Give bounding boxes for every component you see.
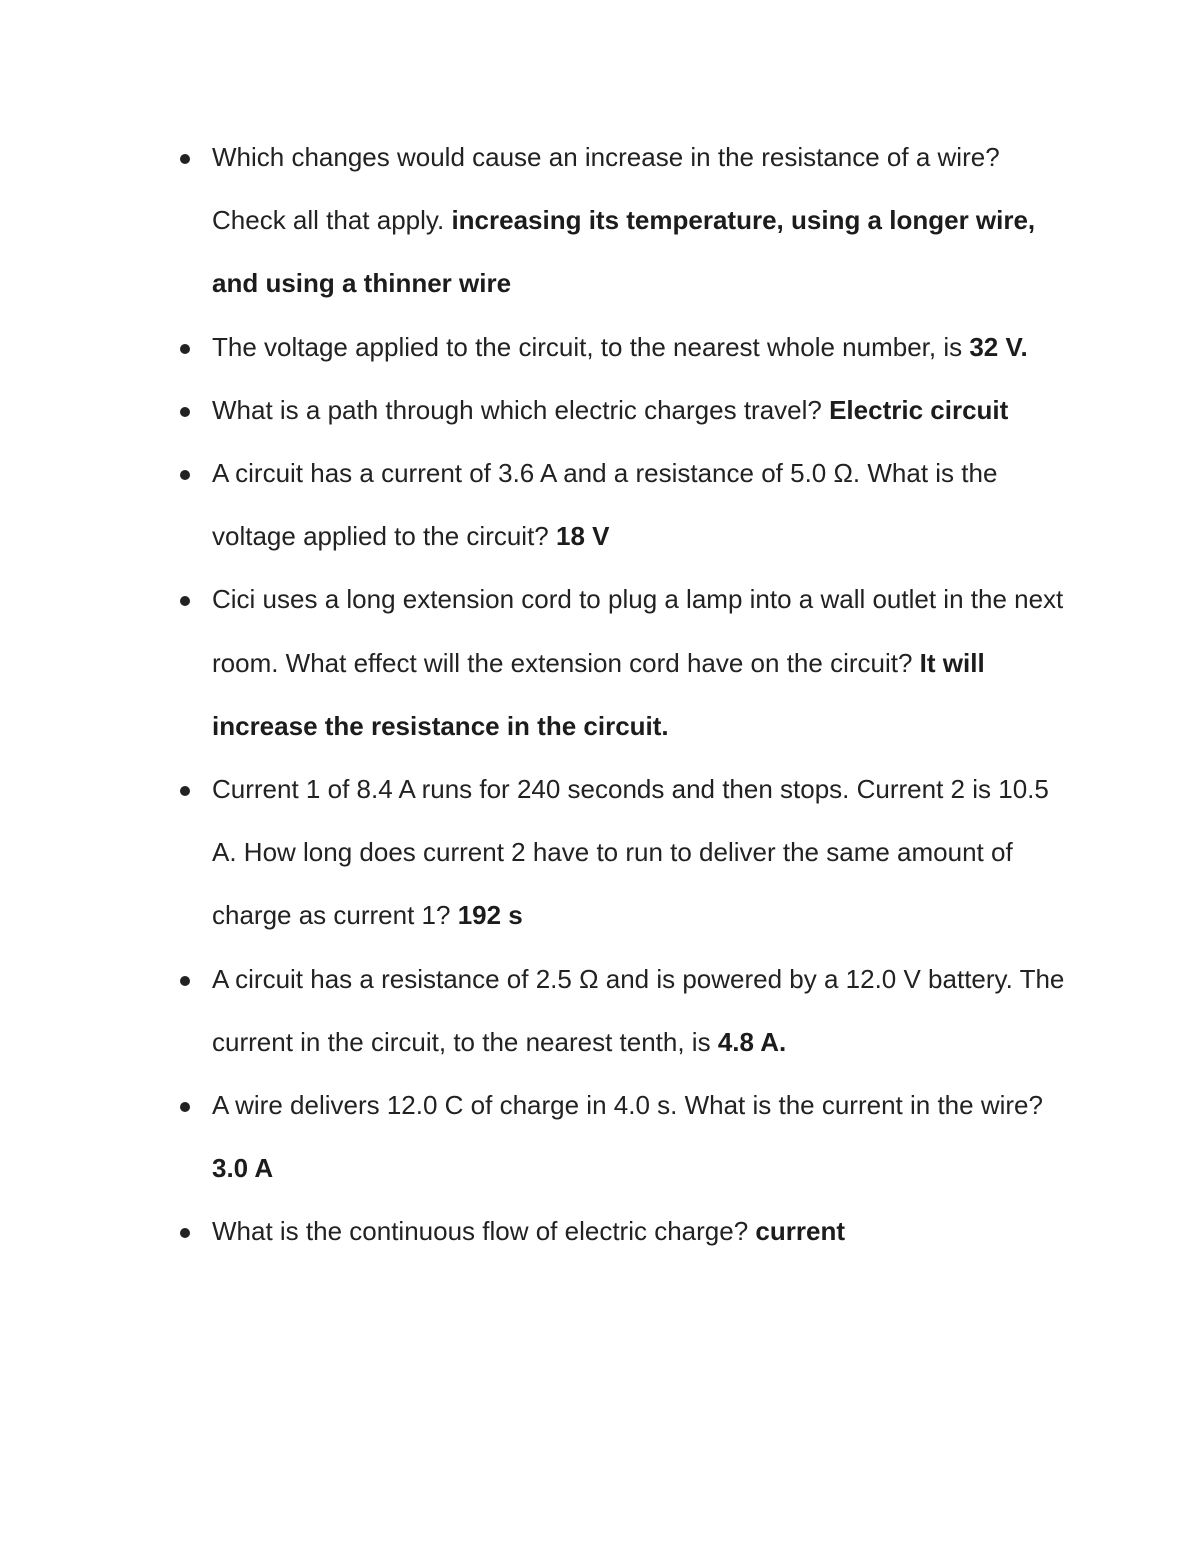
list-item (174, 379, 1074, 442)
question-answer-list (174, 126, 1074, 1264)
list-item (174, 1074, 1074, 1200)
list-item (174, 316, 1074, 379)
answer-text: 3.0 A (212, 1153, 274, 1184)
bullet-icon (180, 470, 190, 480)
bullet-icon (180, 1102, 190, 1112)
answer-text: current (755, 1216, 845, 1247)
bullet-icon (180, 344, 190, 354)
question-text: Which changes would cause an increase in the resistance of a wire? Check all that apply. (212, 142, 1000, 236)
list-item (174, 568, 1074, 758)
question-text: A circuit has a resistance of 2.5 Ω and is powered by a 12.0 V battery. The current in the circuit, to the nearest tenth, is (212, 963, 1065, 1057)
answer-text: 32 V. (969, 331, 1028, 362)
answer-text: 192 s (457, 900, 523, 931)
bullet-icon (180, 154, 190, 164)
answer-text: It will increase the resistance in the circuit. (212, 647, 985, 741)
answer-text: increasing its temperature, using a longer wire, and using a thinner wire (212, 205, 1036, 299)
question-text: The voltage applied to the circuit, to the nearest whole number, is (212, 331, 963, 362)
bullet-icon (180, 596, 190, 606)
bullet-icon (180, 786, 190, 796)
question-text: A wire delivers 12.0 C of charge in 4.0 s. What is the current in the wire? (212, 1090, 1043, 1121)
list-item (174, 442, 1074, 568)
answer-text: Electric circuit (829, 394, 1009, 425)
list-item (174, 758, 1074, 948)
answer-text: 18 V (556, 521, 610, 552)
bullet-icon (180, 1228, 190, 1238)
question-text: Cici uses a long extension cord to plug a lamp into a wall outlet in the next room. What effect will the extension cord have on the circuit? (212, 584, 1064, 678)
bullet-icon (180, 976, 190, 986)
list-item (174, 948, 1074, 1074)
question-text: Current 1 of 8.4 A runs for 240 seconds and then stops. Current 2 is 10.5 A. How long does current 2 have to run to deliver the same amount of charge as current 1? (212, 774, 1049, 931)
question-text: What is a path through which electric charges travel? (212, 394, 822, 425)
bullet-icon (180, 407, 190, 417)
list-item (174, 1200, 1074, 1263)
question-text: A circuit has a current of 3.6 A and a resistance of 5.0 Ω. What is the voltage applied to the circuit? (212, 458, 998, 552)
question-text: What is the continuous flow of electric charge? (212, 1216, 749, 1247)
answer-text: 4.8 A. (717, 1026, 787, 1057)
list-item (174, 126, 1074, 316)
